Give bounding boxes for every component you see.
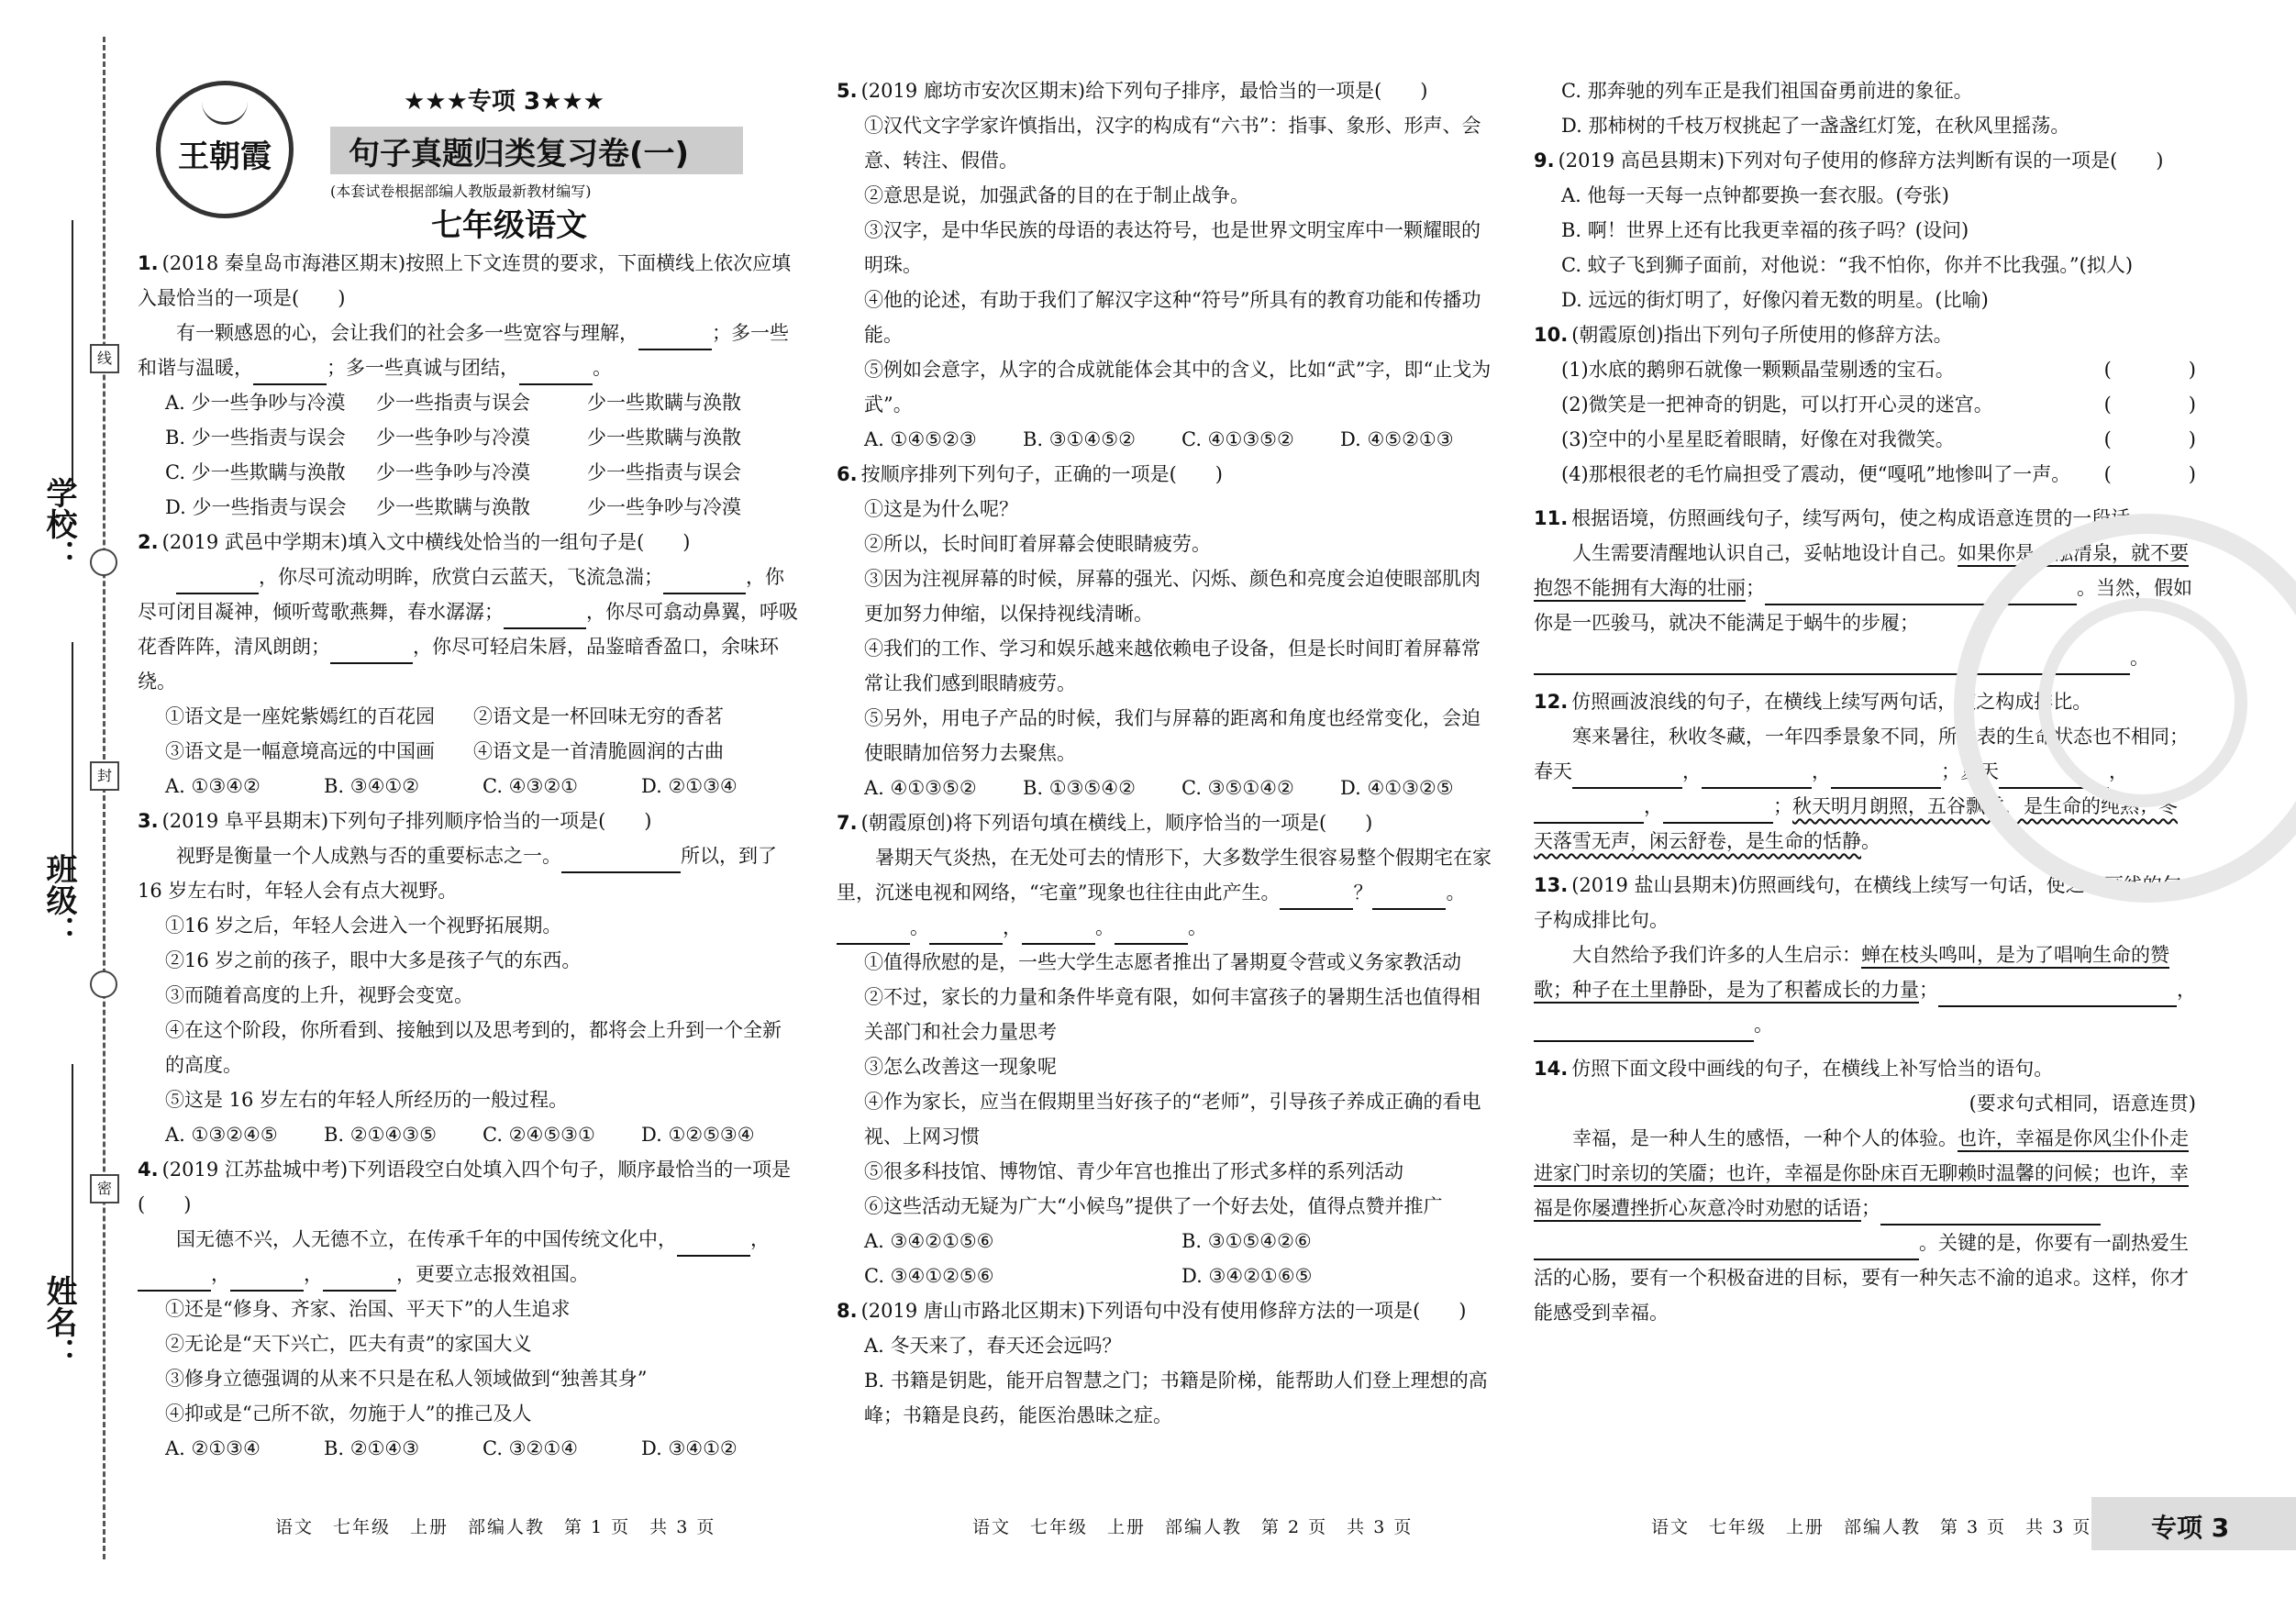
passage-text: 国无德不兴，人无德不立，在传承千年的中国传统文化中，: [176, 1228, 677, 1250]
option-a[interactable]: A. ①③②④⑤: [165, 1124, 278, 1146]
passage: 国无德不兴，人无德不立，在传承千年的中国传统文化中， ，， ， ，更要立志报效祖国。: [138, 1222, 800, 1292]
binding-hole: [90, 970, 117, 998]
passage-text: ；多一些真诚与团结，: [327, 357, 519, 379]
option-row[interactable]: [837, 1224, 1499, 1259]
option-text: 少一些欺瞒与涣散: [376, 496, 530, 518]
answer-blank[interactable]: [323, 1266, 396, 1292]
section-tab-label: 专项 3: [2151, 1513, 2230, 1543]
publisher-logo: [156, 81, 294, 218]
answer-paren[interactable]: ( ): [2103, 463, 2196, 485]
question-number: 10.: [1534, 324, 1569, 346]
item-line: ④作为家长，应当在假期里当好孩子的“老师”，引导孩子养成正确的看电视、上网习惯: [864, 1091, 1481, 1148]
question-5: [837, 73, 1499, 108]
passage-text: ；多一些和谐与温暖，: [138, 322, 789, 379]
option-c[interactable]: C. ③②①④: [482, 1437, 578, 1459]
item-line: ⑤另外，用电子产品的时候，我们与屏幕的距离和角度也经常变化，会迫使眼睛加倍努力去聚焦。: [864, 707, 1481, 764]
passage-text: ，你尽可翕动鼻翼，呼吸花香阵阵，清风朗朗；: [138, 601, 798, 658]
passage-text: ，更要立志报效祖国。: [396, 1263, 589, 1285]
item-line: ④他的论述，有助于我们了解汉字这种“符号”所具有的教育功能和传播功能。: [864, 289, 1481, 346]
option-text: 少一些争吵与冷漠: [376, 427, 530, 449]
answer-blank[interactable]: [519, 360, 593, 385]
binding-mark-line: 线: [90, 344, 119, 373]
question-stem: (朝霞原创)指出下列句子所使用的修辞方法。: [1571, 324, 1953, 346]
option-text: 少一些争吵与冷漠: [376, 461, 530, 483]
option-a[interactable]: A. ④①③⑤②: [864, 777, 977, 799]
option-c[interactable]: C. ②④⑤③①: [482, 1124, 595, 1146]
answer-blank[interactable]: [837, 919, 910, 945]
question-number: 8.: [837, 1300, 858, 1322]
option-d[interactable]: D. ③④①②: [641, 1437, 738, 1459]
subtitle: (本套试卷根据部编人教版最新教材编写): [330, 183, 592, 200]
option-row[interactable]: [138, 455, 800, 490]
answer-blank[interactable]: [1372, 884, 1446, 910]
binding-mark-seal: 封: [90, 761, 119, 791]
answer-blank[interactable]: [176, 569, 259, 594]
passage-text: ；: [1773, 795, 1792, 817]
item-line: [1534, 457, 2196, 492]
item-line: ②不过，家长的力量和条件毕竟有限，如何丰富孩子的暑期生活也值得相关部门和社会力量思考: [864, 986, 1481, 1043]
passage-text: 有一颗感恩的心，会让我们的社会多一些宽容与理解，: [176, 322, 638, 344]
footer-page-3: 语文 七年级 上册 部编人教 第 3 页 共 3 页: [1651, 1517, 2092, 1537]
item-line: ①这是为什么呢？: [864, 498, 1018, 520]
option-a[interactable]: A. ①③④②: [165, 775, 261, 797]
binding-dashed-line: [103, 37, 105, 1559]
option-row[interactable]: [138, 385, 800, 420]
answer-blank[interactable]: [1572, 763, 1682, 789]
option-d[interactable]: D. ④⑤②①③: [1340, 428, 1454, 450]
item-line: ④我们的工作、学习和娱乐越来越依赖电子设备，但是长时间盯着屏幕常常让我们感到眼睛疲劳。: [864, 638, 1481, 694]
option-row[interactable]: [138, 1117, 800, 1152]
item-text: (4)那根很老的毛竹扁担受了震动，便“嘎吼”地惨叫了一声。: [1561, 463, 2071, 485]
passage-text: 所以，到了 16 岁左右时，年轻人会有点大视野。: [138, 845, 777, 902]
column-2: [837, 73, 1499, 1433]
question-14: [1534, 1051, 2196, 1086]
option-b[interactable]: B. 书籍是钥匙，能开启智慧之门；书籍是阶梯，能帮助人们登上理想的高峰；书籍是良药，能医治愚昧之症。: [864, 1370, 1488, 1426]
item-line: ⑤这是 16 岁左右的年轻人所经历的一般过程。: [165, 1089, 569, 1111]
passage: 大自然给予我们许多的人生启示：蝉在枝头鸣叫，是为了唱响生命的赞歌；种子在土里静卧，是为了积蓄成长的力量； ，。: [1534, 937, 2196, 1042]
option-a[interactable]: A. 他每一天每一点钟都要换一套衣服。(夸张): [1561, 184, 1949, 206]
school-input-line[interactable]: [72, 220, 73, 486]
passage: [138, 560, 800, 699]
answer-blank[interactable]: [561, 848, 681, 873]
item-line: ⑤例如会意字，从字的合成就能体会其中的含义，比如“武”字，即“止戈为武”。: [864, 359, 1492, 416]
item-line: [1534, 352, 2196, 387]
question-stem: 根据语境，仿照画线句子，续写两句，使之构成语意连贯的一段话。: [1571, 507, 2150, 529]
question-number: 4.: [138, 1159, 159, 1181]
question-10: [1534, 317, 2196, 352]
answer-blank[interactable]: [504, 604, 586, 629]
passage-text: 寒来暑往，秋收冬藏，一年四季景象不同，所代表的生命状态也不相同；春天: [1534, 726, 2189, 782]
passage: [138, 316, 800, 385]
item-line: ①语文是一座姹紫嫣红的百花园 ②语文是一杯回味无穷的香茗: [165, 705, 724, 727]
item-line: ①还是“修身、齐家、治国、平天下”的人生追求: [165, 1298, 571, 1320]
question-stem: (2019 高邑县期末)下列对句子使用的修辞方法判断有误的一项是( ): [1558, 150, 2164, 172]
answer-blank[interactable]: [1534, 649, 1974, 675]
option-c[interactable]: C. ③⑤①④②: [1181, 777, 1294, 799]
question-number: 11.: [1534, 507, 1569, 529]
option-c[interactable]: C. ③④①②⑤⑥: [864, 1265, 994, 1287]
passage-text: 。: [2130, 647, 2149, 669]
answer-blank[interactable]: [230, 1266, 304, 1292]
answer-blank[interactable]: [1880, 1200, 2101, 1225]
passage: 暑期天气炎热，在无处可去的情形下，大多数学生很容易整个假期宅在家里，沉迷电视和网络，“宅童”现象也往往由此产生。 ？ 。。 ， 。 。: [837, 840, 1499, 945]
passage-text: 人生需要清醒地认识自己，妥帖地设计自己。: [1572, 542, 1958, 564]
question-stem: (2019 阜平县期末)下列句子排列顺序恰当的一项是( ): [161, 810, 652, 832]
option-text: 少一些指责与误会: [587, 461, 741, 483]
question-6: [837, 457, 1499, 492]
option-b[interactable]: B. ②①④③: [324, 1437, 420, 1459]
item-line: ⑤很多科技馆、博物馆、青少年宫也推出了形式多样的系列活动: [864, 1160, 1403, 1182]
header: [138, 72, 780, 255]
passage-text: 视野是衡量一个人成熟与否的重要标志之一。: [176, 845, 561, 867]
option-d[interactable]: D. 远远的街灯明了，好像闪着无数的明星。(比喻): [1561, 289, 1989, 311]
question-stem: (2019 武邑中学期末)填入文中横线处恰当的一组句子是( ): [161, 531, 691, 553]
item-line: ③因为注视屏幕的时候，屏幕的强光、闪烁、颜色和亮度会迫使眼部肌肉更加努力伸缩，以保持视线清晰。: [864, 568, 1481, 625]
footer-page-1: 语文 七年级 上册 部编人教 第 1 页 共 3 页: [275, 1517, 716, 1537]
grade-title: 七年级语文: [431, 207, 587, 244]
class-label: 班级：: [40, 853, 77, 947]
passage-text: 。关键的是，你要有一副热爱生活的心肠，要有一个积极奋进的目标，要有一种矢志不渝的追求。这样，你才能感受到幸福。: [1534, 1232, 2189, 1324]
logo-text: 王朝霞: [178, 139, 272, 175]
answer-paren[interactable]: ( ): [2103, 359, 2196, 381]
answer-blank[interactable]: [138, 1266, 211, 1292]
footer-page-2: 语文 七年级 上册 部编人教 第 2 页 共 3 页: [972, 1517, 1414, 1537]
option-a[interactable]: A. ③④②①⑤⑥: [864, 1230, 994, 1252]
item-line: ④抑或是“己所不欲，勿施于人”的推己及人: [165, 1403, 532, 1425]
option-b[interactable]: B. ③①⑤④②⑥: [1181, 1230, 1312, 1252]
question-number: 9.: [1534, 150, 1555, 172]
item-line: ③修身立德强调的从来不只是在私人领域做到“独善其身”: [165, 1368, 648, 1390]
option-b[interactable]: B. ③④①②: [324, 775, 420, 797]
passage: [138, 838, 800, 908]
item-line: ①16 岁之后，年轻人会进入一个视野拓展期。: [165, 915, 562, 937]
question-stem: (2018 秦皇岛市海港区期末)按照上下文连贯的要求，下面横线上依次应填入最恰当的一项是( ): [138, 252, 792, 309]
option-d[interactable]: D. 那柿树的千枝万杈挑起了一盏盏红灯笼，在秋风里摇荡。: [1561, 115, 2070, 137]
answer-blank[interactable]: [638, 325, 712, 350]
school-label: 学校：: [40, 477, 77, 571]
passage: 人生需要清醒地认识自己，妥帖地设计自己。如果你是一泓清泉，就不要抱怨不能拥有大海的壮丽； 。当然，假如你是一匹骏马，就决不能满足于蜗牛的步履；。: [1534, 536, 2196, 675]
item-text: (1)水底的鹅卵石就像一颗颗晶莹剔透的宝石。: [1561, 359, 1955, 381]
passage: [1534, 1121, 2196, 1330]
answer-blank[interactable]: [677, 1231, 750, 1257]
passage: 寒来暑往，秋收冬藏，一年四季景象不同，所代表的生命状态也不相同；春天 ， ， ；夏天 ，， ；秋天明月朗照，五谷飘香，是生命的纯熟；冬天落雪无声，闲云舒卷，是生命的恬静。: [1534, 726, 2189, 852]
question-number: 13.: [1534, 874, 1569, 896]
question-4: [138, 1152, 800, 1222]
question-stem: 按顺序排列下列句子，正确的一项是( ): [860, 463, 1223, 485]
question-7: [837, 805, 1499, 840]
passage-text: ；: [1919, 979, 1938, 1001]
option-c[interactable]: C. ④①③⑤②: [1181, 428, 1294, 450]
item-line: [1534, 387, 2196, 422]
question-number: 14.: [1534, 1058, 1569, 1080]
underlined-text: 如果你是一泓清泉，就不要抱怨不能拥有大海的壮丽: [1534, 542, 2189, 599]
answer-blank[interactable]: [2094, 981, 2177, 1007]
answer-blank[interactable]: [1938, 981, 2094, 1007]
question-number: 6.: [837, 463, 858, 485]
question-stem: (2019 盐山县期末)仿照画线句，在横线上续写一句话，使之与画线的句子构成排比句。: [1534, 874, 2181, 931]
option-text: 少一些争吵与冷漠: [587, 496, 741, 518]
answer-blank[interactable]: [330, 638, 413, 664]
option-d[interactable]: D. ①②⑤③④: [641, 1124, 755, 1146]
answer-blank[interactable]: [1534, 1235, 1919, 1260]
item-line: ③汉字，是中华民族的母语的表达符号，也是世界文明宝库中一颗耀眼的明珠。: [864, 219, 1481, 276]
option-c[interactable]: C. 蚊子飞到狮子面前，对他说：“我不怕你，你并不比我强。”(拟人): [1561, 254, 2134, 276]
wavy-underlined-text: 秋天明月朗照，五谷飘香，是生命的纯熟；冬天落雪无声，闲云舒卷，是生命的恬静: [1534, 795, 2178, 852]
answer-blank[interactable]: [1115, 919, 1188, 945]
item-line: ②16 岁之前的孩子，眼中大多是孩子气的东西。: [165, 949, 582, 971]
answer-blank[interactable]: [1534, 798, 1644, 824]
passage-text: ，你尽可闭目凝神，倾听莺歌燕舞，春水潺潺；: [138, 566, 784, 623]
answer-blank[interactable]: [1702, 763, 1812, 789]
name-label: 姓名：: [40, 1275, 77, 1369]
series-label: ★★★专项 3★★★: [404, 88, 605, 116]
item-line: ②所以，长时间盯着屏幕会使眼睛疲劳。: [864, 533, 1211, 555]
binding-mark-secret: 密: [90, 1174, 119, 1203]
question-number: 1.: [138, 252, 159, 274]
passage-text: 夏天: [1960, 760, 1999, 782]
underlined-text: 蝉在枝头鸣叫，是为了唱响生命的赞歌；种子在土里静卧，是为了积蓄成长的力量: [1534, 944, 2169, 1001]
option-row[interactable]: [138, 490, 800, 525]
passage-text: ，你尽可轻启朱唇，品鉴暗香盈口，余味环绕。: [138, 636, 779, 693]
option-row[interactable]: [837, 422, 1499, 457]
option-text: D. 少一些指责与误会: [165, 496, 347, 518]
passage-text: ；: [1861, 1197, 1880, 1219]
underlined-text: 也许，幸福是你风尘仆仆走进家门时亲切的笑靥；也许，幸福是你卧床百无聊赖时温馨的问候；也许，幸福是你屡遭挫折心灰意冷时劝慰的话语: [1534, 1127, 2189, 1219]
item-text: (3)空中的小星星眨着眼睛，好像在对我微笑。: [1561, 428, 1955, 450]
item-line: ①汉代文字学家许慎指出，汉字的构成有“六书”：指事、象形、形声、会意、转注、假借。: [864, 115, 1481, 172]
answer-blank[interactable]: [663, 569, 746, 594]
option-row[interactable]: [837, 1259, 1499, 1293]
option-d[interactable]: D. ②①③④: [641, 775, 738, 797]
option-row[interactable]: [837, 771, 1499, 805]
question-9: [1534, 143, 2196, 178]
question-stem: 仿照画波浪线的句子，在横线上续写两句话，使之构成排比。: [1571, 691, 2092, 713]
item-line: ③而随着高度的上升，视野会变宽。: [165, 984, 473, 1006]
option-c[interactable]: C. 那奔驰的列车正是我们祖国奋勇前进的象征。: [1561, 80, 1973, 102]
option-b[interactable]: B. ②①④③⑤: [324, 1124, 437, 1146]
answer-blank[interactable]: [1022, 919, 1095, 945]
item-line: [1534, 422, 2196, 457]
name-input-line[interactable]: [72, 1064, 73, 1303]
item-line: ③语文是一幅意境高远的中国画 ④语文是一首清脆圆润的古曲: [165, 740, 724, 762]
passage-text: 暑期天气炎热，在无处可去的情形下，大多数学生很容易整个假期宅在家里，沉迷电视和网络，“宅童”现象也往往由此产生。: [837, 847, 1492, 904]
passage-text: 大自然给予我们许多的人生启示：: [1572, 944, 1861, 966]
item-line: ③怎么改善这一现象呢: [864, 1056, 1057, 1078]
option-b[interactable]: B. ①③⑤④②: [1023, 777, 1136, 799]
question-2: [138, 525, 800, 560]
option-d[interactable]: D. ④①③②⑤: [1340, 777, 1454, 799]
question-stem: (朝霞原创)将下列语句填在横线上，顺序恰当的一项是( ): [860, 812, 1373, 834]
option-text: C. 少一些欺瞒与涣散: [165, 461, 346, 483]
answer-paren[interactable]: ( ): [2103, 394, 2196, 416]
passage-text: 。当然，假如你是一匹骏马，就决不能满足于蜗牛的步履；: [1534, 577, 2192, 634]
option-a[interactable]: A. ①④⑤②③: [864, 428, 977, 450]
answer-paren[interactable]: ( ): [2103, 428, 2196, 450]
passage-text: 。: [1861, 830, 1880, 852]
passage-text: 幸福，是一种人生的感悟，一种个人的体验。: [1572, 1127, 1958, 1149]
option-text: 少一些欺瞒与涣散: [587, 427, 741, 449]
option-row[interactable]: [138, 1431, 800, 1466]
option-b[interactable]: B. ③①④⑤②: [1023, 428, 1136, 450]
question-stem: (2019 唐山市路北区期末)下列语句中没有使用修辞方法的一项是( ): [860, 1300, 1467, 1322]
question-8: [837, 1293, 1499, 1328]
question-1: [138, 246, 800, 316]
watermark-inner-ring: [2038, 598, 2247, 807]
option-row[interactable]: [138, 769, 800, 804]
question-number: 7.: [837, 812, 858, 834]
answer-blank[interactable]: [929, 919, 1003, 945]
binding-strip: [0, 0, 128, 1597]
option-row[interactable]: [138, 420, 800, 455]
question-number: 12.: [1534, 691, 1569, 713]
question-stem: 仿照下面文段中画线的句子，在横线上补写恰当的语句。: [1571, 1058, 2054, 1080]
answer-blank[interactable]: [1280, 884, 1353, 910]
option-text: A. 少一些争吵与冷漠: [165, 392, 346, 414]
section-tab: [2091, 1497, 2296, 1550]
option-text: 少一些欺瞒与涣散: [587, 392, 741, 414]
question-number: 3.: [138, 810, 159, 832]
item-line: ②意思是说，加强武备的目的在于制止战争。: [864, 184, 1249, 206]
question-3: [138, 804, 800, 838]
option-c[interactable]: C. ④③②①: [482, 775, 578, 797]
passage-text: 。: [1754, 1014, 1773, 1036]
question-stem: (2019 廊坊市安次区期末)给下列句子排序，最恰当的一项是( ): [860, 80, 1428, 102]
column-1: [138, 246, 800, 1466]
option-a[interactable]: A. 冬天来了，春天还会远吗？: [864, 1335, 1122, 1357]
answer-blank[interactable]: [1534, 1016, 1754, 1042]
item-text: (2)微笑是一把神奇的钥匙，可以打开心灵的迷宫。: [1561, 394, 1993, 416]
passage-text: 。: [593, 357, 612, 379]
requirement-note: (要求句式相同，语意连贯): [1969, 1092, 2196, 1115]
option-a[interactable]: A. ②①③④: [165, 1437, 261, 1459]
question-number: 5.: [837, 80, 858, 102]
passage-text: ，你尽可流动明眸，欣赏白云蓝天，飞流急湍；: [259, 566, 663, 588]
answer-blank[interactable]: [1663, 798, 1773, 824]
option-text: B. 少一些指责与误会: [165, 427, 346, 449]
question-stem: (2019 江苏盐城中考)下列语段空白处填入四个句子，顺序最恰当的一项是( ): [138, 1159, 792, 1215]
answer-blank[interactable]: [1831, 763, 1941, 789]
question-number: 2.: [138, 531, 159, 553]
answer-blank[interactable]: [253, 360, 327, 385]
crown-icon: [202, 94, 248, 125]
item-line: ①值得欣慰的是，一些大学生志愿者推出了暑期夏令营或义务家教活动: [864, 951, 1461, 973]
option-text: 少一些指责与误会: [376, 392, 530, 414]
class-input-line[interactable]: [72, 642, 73, 881]
page-title: 句子真题归类复习卷(一): [349, 136, 690, 172]
item-line: ②无论是“天下兴亡，匹夫有责”的家国大义: [165, 1333, 532, 1355]
option-d[interactable]: D. ③④②①⑥⑤: [1181, 1265, 1313, 1287]
item-line: ⑥这些活动无疑为广大“小候鸟”提供了一个好去处，值得点赞并推广: [864, 1195, 1443, 1217]
option-b[interactable]: B. 啊！世界上还有比我更幸福的孩子吗？(设问): [1561, 219, 1969, 241]
item-line: ④在这个阶段，你所看到、接触到以及思考到的，都将会上升到一个全新的高度。: [165, 1019, 782, 1076]
